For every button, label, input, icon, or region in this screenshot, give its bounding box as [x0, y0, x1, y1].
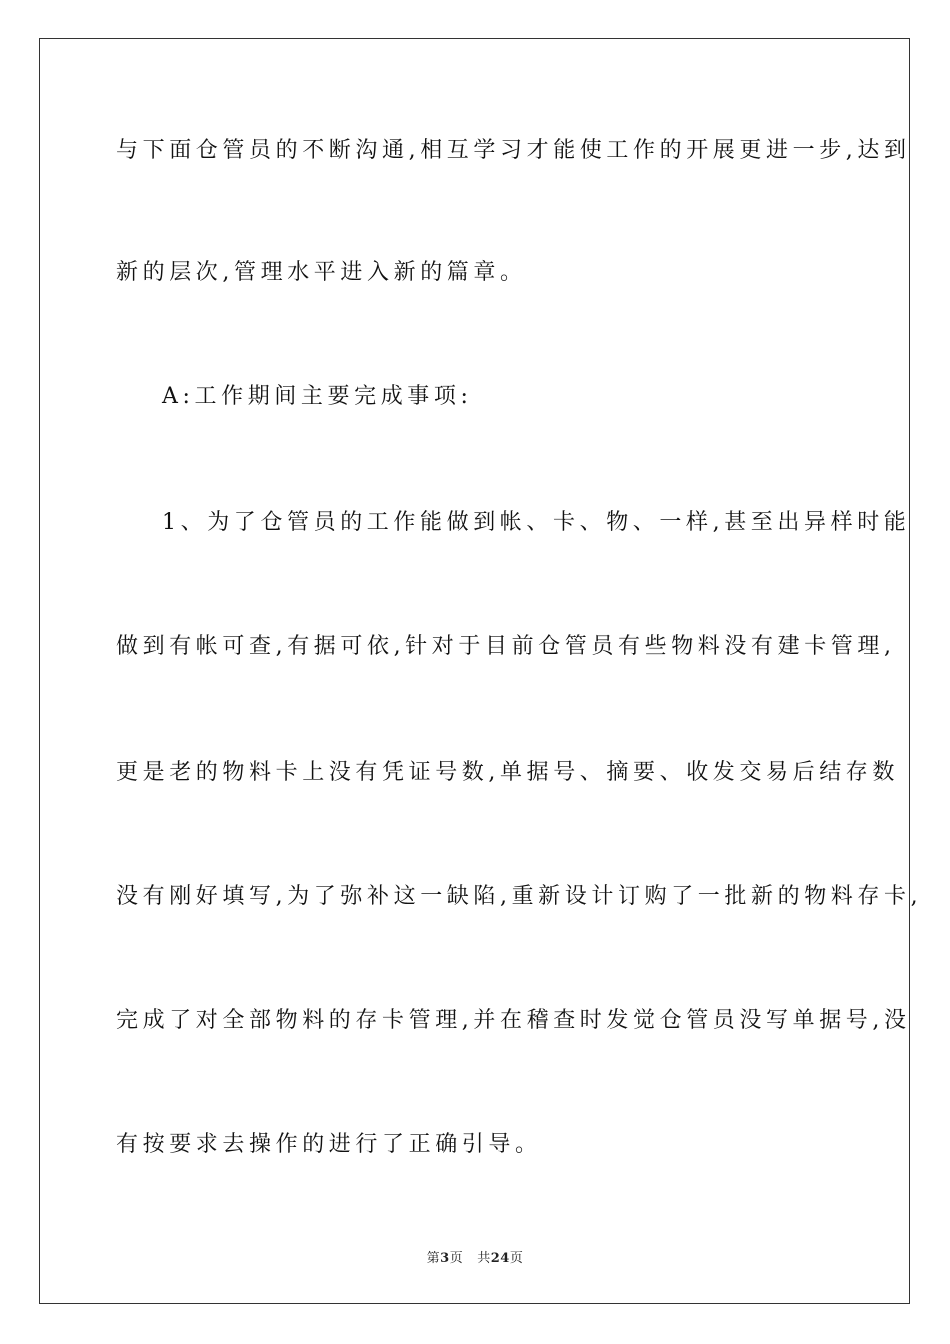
- body-text-line-7: 没有刚好填写,为了弥补这一缺陷,重新设计订购了一批新的物料存卡,: [116, 884, 923, 909]
- body-text-line-2: 新的层次,管理水平进入新的篇章。: [116, 260, 527, 285]
- total-suffix: 页: [509, 1251, 524, 1266]
- body-text-line-6: 更是老的物料卡上没有凭证号数,单据号、摘要、收发交易后结存数: [116, 760, 899, 785]
- section-heading: A:工作期间主要完成事项:: [162, 384, 473, 409]
- body-text-line-8: 完成了对全部物料的存卡管理,并在稽查时发觉仓管员没写单据号,没: [116, 1008, 911, 1033]
- body-text-line-4: 1、为了仓管员的工作能做到帐、卡、物、一样,甚至出异样时能: [162, 510, 911, 535]
- page-footer: [0, 1247, 950, 1266]
- page-number: 3: [440, 1251, 450, 1266]
- page-prefix: 第: [426, 1251, 441, 1266]
- body-text-line-1: 与下面仓管员的不断沟通,相互学习才能使工作的开展更进一步,达到: [116, 138, 911, 163]
- total-pages: 24: [490, 1251, 510, 1266]
- page-suffix: 页: [449, 1251, 464, 1266]
- body-text-line-5: 做到有帐可查,有据可依,针对于目前仓管员有些物料没有建卡管理,: [116, 634, 896, 659]
- page-border: [39, 38, 923, 1304]
- total-prefix: 共: [477, 1251, 491, 1266]
- body-text-line-9: 有按要求去操作的进行了正确引导。: [116, 1132, 542, 1157]
